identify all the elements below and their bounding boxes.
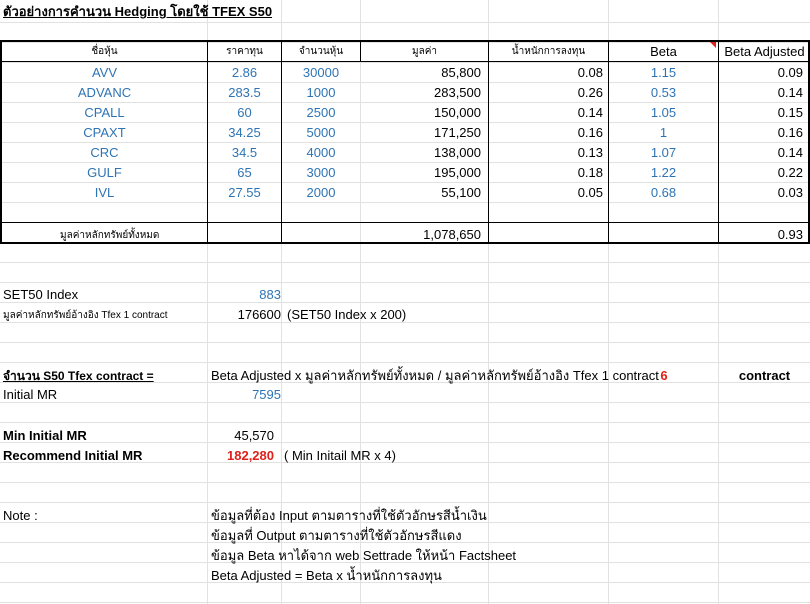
cell-beta[interactable]: 1 [659,125,668,140]
cell-value[interactable]: 283,500 [434,85,481,100]
gridline-horizontal [0,442,810,443]
gridline-horizontal [0,402,810,403]
cell-cost[interactable]: 65 [237,165,252,180]
cell-cost[interactable]: 34.25 [228,125,261,140]
cell-weight[interactable]: 0.05 [577,185,603,200]
total-beta-adjusted[interactable]: 0.93 [777,227,803,242]
cell-stock[interactable]: AVV [91,65,118,80]
cell-value[interactable]: 195,000 [434,165,481,180]
cell-weight[interactable]: 0.18 [577,165,603,180]
cell-beta[interactable]: 1.22 [650,165,677,180]
cell-beta-adjusted[interactable]: 0.22 [777,165,803,180]
cell-qty[interactable]: 3000 [306,165,336,180]
cell-weight[interactable]: 0.13 [577,145,603,160]
gridline-horizontal [0,22,810,23]
header-beta[interactable]: Beta [650,44,677,59]
min-initial-mr-label[interactable]: Min Initial MR [3,428,87,443]
set50-label[interactable]: SET50 Index [3,287,79,302]
gridline-horizontal [0,282,810,283]
recommend-mr-value[interactable]: 182,280 [227,448,274,463]
cell-qty[interactable]: 4000 [306,145,336,160]
contracts-formula[interactable]: Beta Adjusted x มูลค่าหลักทรัพย์ทั้งหมด / มูลค่าหลักทรัพย์อ้างอิง Tfex 1 contract [211,368,659,383]
note-line[interactable]: Beta Adjusted = Beta x น้ำหนักการลงทุน [211,568,442,583]
contracts-unit[interactable]: contract [738,368,791,383]
total-label[interactable]: มูลค่าหลักทรัพย์ทั้งหมด [60,230,160,241]
initial-mr-label[interactable]: Initial MR [3,387,58,402]
cell-beta[interactable]: 0.68 [650,185,677,200]
set50-value[interactable]: 883 [259,287,281,302]
note-line[interactable]: ข้อมูล Beta หาได้จาก web Settrade ให้หน้า Factsheet [211,548,517,563]
total-rule [0,222,810,223]
cell-cost[interactable]: 283.5 [228,85,261,100]
cell-beta[interactable]: 1.05 [650,105,677,120]
cell-cost[interactable]: 2.86 [231,65,258,80]
cell-beta-adjusted[interactable]: 0.16 [777,125,803,140]
cell-beta-adjusted[interactable]: 0.14 [777,145,803,160]
cell-weight[interactable]: 0.16 [577,125,603,140]
cell-weight[interactable]: 0.08 [577,65,603,80]
contracts-label[interactable]: จำนวน S50 Tfex contract = [3,369,154,383]
cell-cost[interactable]: 27.55 [228,185,261,200]
cell-stock[interactable]: CRC [90,145,119,160]
cell-qty[interactable]: 2500 [306,105,336,120]
cell-beta[interactable]: 1.15 [650,65,677,80]
cell-beta[interactable]: 0.53 [650,85,677,100]
cell-beta[interactable]: 1.07 [650,145,677,160]
gridline-horizontal [0,362,810,363]
cell-cost[interactable]: 60 [237,105,252,120]
header-cost[interactable]: ราคาทุน [226,46,263,57]
gridline-horizontal [0,342,810,343]
contract-ref-note[interactable]: (SET50 Index x 200) [287,307,407,322]
header-qty[interactable]: จำนวนหุ้น [298,46,344,57]
gridline-horizontal [0,422,810,423]
cell-qty[interactable]: 5000 [306,125,336,140]
cell-beta-adjusted[interactable]: 0.14 [777,85,803,100]
cell-stock[interactable]: ADVANC [77,85,132,100]
header-weight[interactable]: น้ำหนักการลงทุน [511,46,586,57]
header-value[interactable]: มูลค่า [412,46,438,57]
initial-mr-value[interactable]: 7595 [252,387,281,402]
recommend-mr-label[interactable]: Recommend Initial MR [3,448,143,463]
cell-value[interactable]: 171,250 [434,125,481,140]
cell-qty[interactable]: 30000 [302,65,340,80]
recommend-mr-note[interactable]: ( Min Initail MR x 4) [284,448,396,463]
cell-stock[interactable]: IVL [94,185,115,200]
cell-qty[interactable]: 2000 [306,185,336,200]
cell-value[interactable]: 85,800 [441,65,481,80]
cell-beta-adjusted[interactable]: 0.09 [777,65,803,80]
cell-cost[interactable]: 34.5 [231,145,258,160]
cell-weight[interactable]: 0.26 [577,85,603,100]
header-stock[interactable]: ชื่อหุ้น [91,46,118,57]
gridline-horizontal [0,502,810,503]
note-line[interactable]: ข้อมูลที่ Output ตามตารางที่ใช้ตัวอักษรสีแดง [211,528,462,543]
cell-beta-adjusted[interactable]: 0.03 [777,185,803,200]
cell-value[interactable]: 150,000 [434,105,481,120]
min-initial-mr-value[interactable]: 45,570 [234,428,274,443]
contracts-value[interactable]: 6 [660,368,668,383]
total-value[interactable]: 1,078,650 [423,227,481,242]
cell-beta-adjusted[interactable]: 0.15 [777,105,803,120]
contract-ref-value[interactable]: 176600 [237,307,281,322]
note-label[interactable]: Note : [3,508,38,523]
note-line[interactable]: ข้อมูลที่ต้อง Input ตามตารางที่ใช้ตัวอักษรสีน้ำเงิน [211,508,487,523]
cell-stock[interactable]: CPAXT [83,125,126,140]
sheet-title[interactable]: ตัวอย่างการคำนวน Hedging โดยใช้ TFEX S50 [3,4,273,19]
gridline-horizontal [0,262,810,263]
gridline-horizontal [0,482,810,483]
cell-stock[interactable]: GULF [87,165,122,180]
col-rule [360,40,361,62]
cell-qty[interactable]: 1000 [306,85,336,100]
gridline-horizontal [0,602,810,603]
cell-stock[interactable]: CPALL [84,105,125,120]
cell-weight[interactable]: 0.14 [577,105,603,120]
cell-value[interactable]: 138,000 [434,145,481,160]
cell-value[interactable]: 55,100 [441,185,481,200]
header-beta-adjusted[interactable]: Beta Adjusted [724,44,805,59]
gridline-horizontal [0,302,810,303]
contract-ref-label[interactable]: มูลค่าหลักทรัพย์อ้างอิง Tfex 1 contract [3,310,168,321]
